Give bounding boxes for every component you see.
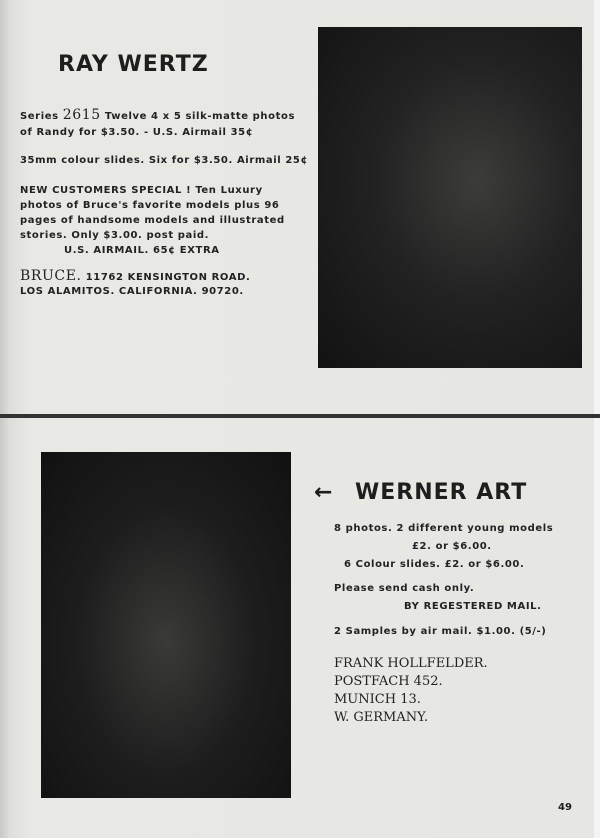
- werner-line-5: BY REGESTERED MAIL.: [404, 601, 542, 612]
- ray-wertz-title: RAY WERTZ: [58, 52, 209, 77]
- special-line-1: NEW CUSTOMERS SPECIAL ! Ten Luxury: [20, 185, 263, 196]
- special-line-4: stories. Only $3.00. post paid.: [20, 230, 210, 241]
- series-price: of Randy for $3.50. - U.S. Airmail 35¢: [20, 127, 254, 138]
- arrow-left-icon: ←: [314, 480, 333, 505]
- series-desc: Twelve 4 x 5 silk-matte photos: [104, 111, 296, 122]
- werner-address-1: FRANK HOLLFELDER.: [334, 656, 488, 671]
- section-divider: [0, 414, 600, 418]
- werner-art-title: WERNER ART: [355, 480, 528, 505]
- werner-address-4: W. GERMANY.: [334, 710, 429, 725]
- series-number: 2615: [62, 107, 101, 123]
- werner-art-photo: [41, 452, 291, 798]
- werner-address-2: POSTFACH 452.: [334, 674, 443, 689]
- special-line-2: photos of Bruce's favorite models plus 96: [20, 200, 280, 211]
- ray-wertz-photo: [318, 27, 582, 368]
- page-edge: [594, 0, 600, 838]
- werner-line-1: 8 photos. 2 different young models: [334, 523, 554, 534]
- series-prefix: Series: [20, 111, 59, 122]
- bruce-address-line-2: LOS ALAMITOS. CALIFORNIA. 90720.: [20, 286, 244, 297]
- series-line: [20, 107, 295, 125]
- special-line-3: pages of handsome models and illustrated: [20, 215, 285, 226]
- werner-line-4: Please send cash only.: [334, 583, 475, 594]
- airmail-extra: U.S. AIRMAIL. 65¢ EXTRA: [64, 245, 220, 256]
- werner-line-3: 6 Colour slides. £2. or $6.00.: [344, 559, 525, 570]
- page-number: 49: [558, 802, 572, 813]
- slides-line: 35mm colour slides. Six for $3.50. Airmail 25¢: [20, 155, 309, 166]
- werner-line-2: £2. or $6.00.: [412, 541, 492, 552]
- bruce-street: 11762 KENSINGTON ROAD.: [85, 272, 251, 283]
- werner-line-6: 2 Samples by air mail. $1.00. (5/-): [334, 626, 547, 637]
- werner-address-3: MUNICH 13.: [334, 692, 421, 707]
- bruce-name: BRUCE.: [20, 268, 82, 284]
